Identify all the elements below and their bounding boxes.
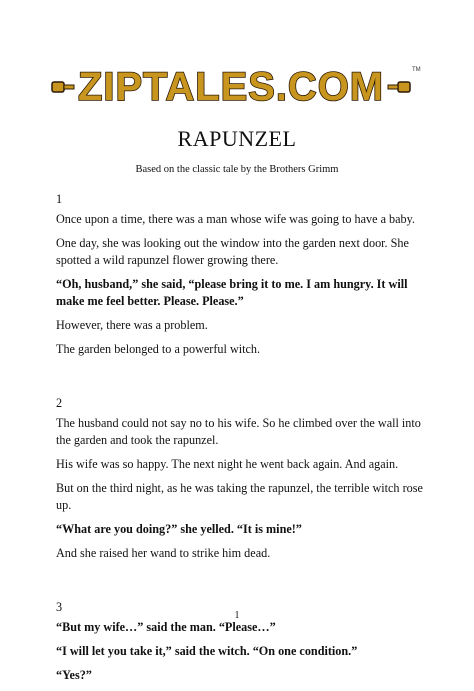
- story-paragraph: The garden belonged to a powerful witch.: [56, 342, 261, 356]
- ziptales-logo-graphic: [50, 62, 422, 110]
- story-paragraph: And she raised her wand to strike him dead.: [56, 546, 271, 560]
- story-paragraph: “I will let you take it,” said the witch. “On one condition.”: [56, 644, 358, 658]
- story-paragraph: Once upon a time, there was a man whose wife was going to have a baby.: [56, 212, 415, 226]
- svg-text:ZIPTALES.COM: ZIPTALES.COM: [78, 65, 384, 109]
- story-paragraph: “What are you doing?” she yelled. “It is mine!”: [56, 522, 302, 536]
- ziptales-logo: [50, 62, 422, 110]
- story-paragraph: “Oh, husband,” she said, “please bring it to me. I am hungry. It will make me feel better. Please. Please.”: [56, 277, 408, 308]
- story-paragraph: However, there was a problem.: [56, 318, 208, 332]
- story-paragraph: “Yes?”: [56, 668, 92, 682]
- story-title: RAPUNZEL: [177, 126, 297, 151]
- story-subtitle: Based on the classic tale by the Brothers Grimm: [135, 164, 339, 175]
- story-paragraph: But on the third night, as he was taking the rapunzel, the terrible witch rose up.: [56, 481, 423, 512]
- story-paragraph: His wife was so happy. The next night he went back again. And again.: [56, 457, 399, 471]
- section-number: 1: [56, 192, 63, 206]
- page-number: 1: [234, 610, 240, 621]
- story-paragraph: “But my wife…” said the man. “Please…”: [56, 620, 276, 634]
- svg-text:TM: TM: [412, 67, 421, 73]
- section-number: 3: [56, 600, 63, 614]
- section-number: 2: [56, 396, 63, 410]
- story-paragraph: The husband could not say no to his wife. So he climbed over the wall into the garden and took the rapunzel.: [56, 416, 421, 447]
- story-paragraph: One day, she was looking out the window into the garden next door. She spotted a wild rapunzel flower growing there.: [56, 236, 409, 267]
